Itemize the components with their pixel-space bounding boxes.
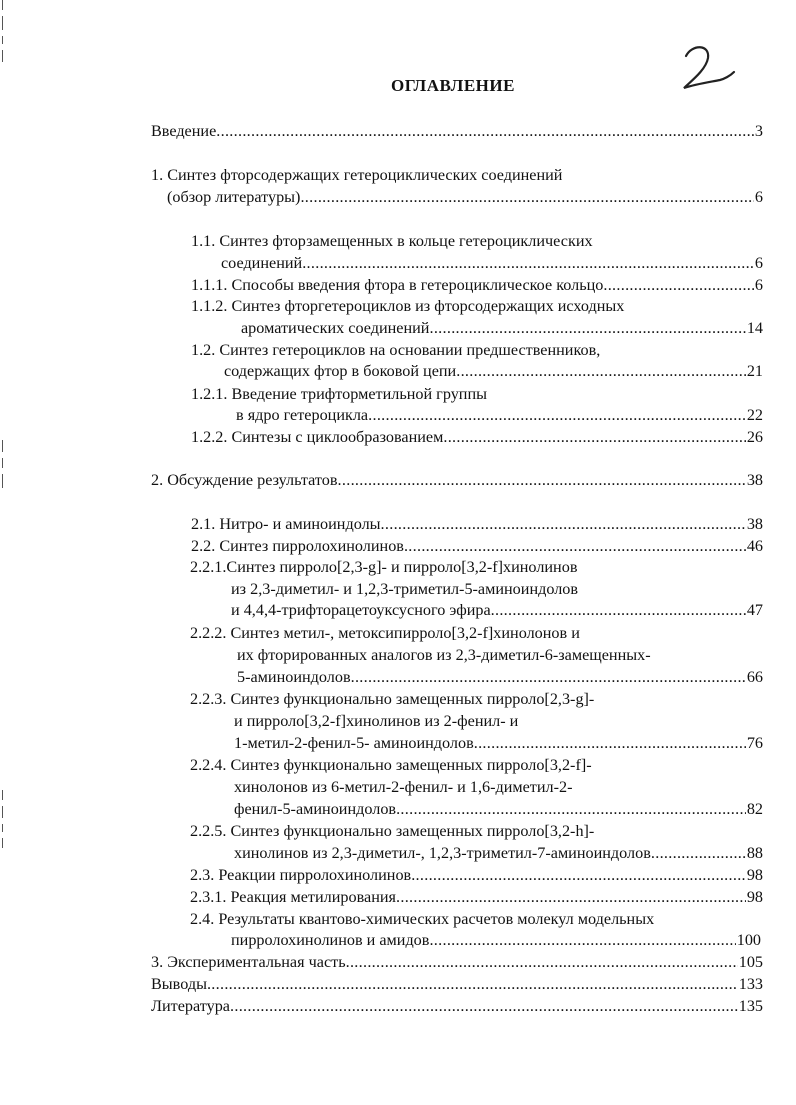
toc-entry: хинолинов из 2,3-диметил-, 1,2,3-триметил-7-аминоиндолов ..... 88 — [234, 843, 763, 863]
toc-entry: 3. Экспериментальная часть ..... 105 — [151, 952, 763, 972]
toc-entry: 2. Обсуждение результатов ..... 38 — [151, 470, 763, 490]
toc-entry: ароматических соединений ..... 14 — [241, 318, 763, 338]
toc-entry: соединений ..... 6 — [221, 253, 763, 273]
scan-edge-marks — [2, 0, 6, 68]
toc-entry: Введение ..... 3 — [151, 121, 763, 141]
toc-entry: 1.1.2. Синтез фторгетероциклов из фторсодержащих исходных — [191, 297, 625, 315]
toc-entry: 1.2.2. Синтезы с циклообразованием ..... 26 — [191, 427, 763, 447]
toc-entry: 2.2.4. Синтез функционально замещенных пирроло[3,2-f]- — [190, 756, 592, 774]
toc-entry: 2.2.5. Синтез функционально замещенных пирроло[3,2-h]- — [190, 822, 595, 840]
toc-entry: хинолонов из 6-метил-2-фенил- и 1,6-диметил-2- — [234, 778, 573, 796]
toc-entry: 5-аминоиндолов ..... 66 — [237, 667, 763, 687]
page-title: ОГЛАВЛЕНИЕ — [391, 76, 515, 95]
toc-entry: 1.2. Синтез гетероциклов на основании предшественников, — [191, 341, 601, 359]
toc-entry: 2.2.2. Синтез метил-, метоксипирроло[3,2-f]хинолонов и — [190, 624, 580, 642]
toc-entry: фенил-5-аминоиндолов ..... 82 — [234, 799, 763, 819]
toc-entry: 2.2.1.Синтез пирроло[2,3-g]- и пирроло[3,2-f]хинолинов — [190, 558, 578, 576]
toc-entry: Литература ..... 135 — [151, 996, 763, 1016]
toc-entry: 1.1. Синтез фторзамещенных в кольце гетероциклических — [191, 232, 593, 250]
toc-entry: 2.2.3. Синтез функционально замещенных пирроло[2,3-g]- — [190, 690, 595, 708]
toc-entry: 2.2. Синтез пирролохинолинов ..... 46 — [191, 536, 763, 556]
toc-entry: 1. Синтез фторсодержащих гетероциклических соединений — [151, 166, 563, 184]
toc-entry: Выводы ..... 133 — [151, 974, 763, 994]
toc-entry: и пирроло[3,2-f]хинолинов из 2-фенил- и — [234, 712, 519, 730]
toc-entry: в ядро гетероцикла ..... 22 — [236, 405, 763, 425]
toc-entry: 2.3. Реакции пирролохинолинов ..... 98 — [190, 865, 763, 885]
toc-entry: 1.2.1. Введение трифторметильной группы — [191, 385, 487, 403]
scan-edge-marks — [2, 440, 6, 494]
scan-edge-marks — [2, 790, 6, 854]
toc-entry: 1-метил-2-фенил-5- аминоиндолов ..... 76 — [234, 733, 763, 753]
toc-entry: их фторированных аналогов из 2,3-диметил-6-замещенных- — [237, 646, 651, 664]
toc-entry: из 2,3-диметил- и 1,2,3-триметил-5-аминоиндолов — [231, 580, 579, 598]
toc-entry: 2.3.1. Реакция метилирования ..... 98 — [190, 887, 763, 907]
toc-entry: 2.1. Нитро- и аминоиндолы ..... 38 — [191, 514, 763, 534]
toc-entry: (обзор литературы) ..... 6 — [167, 187, 763, 207]
toc-entry: 2.4. Результаты квантово-химических расчетов молекул модельных — [190, 910, 655, 928]
toc-entry: содержащих фтор в боковой цепи ..... 21 — [224, 361, 763, 381]
toc-entry: и 4,4,4-трифторацетоуксусного эфира ..... 47 — [231, 600, 763, 620]
toc-entry: 1.1.1. Способы введения фтора в гетероциклическое кольцо ..... 6 — [191, 275, 763, 295]
toc-entry: пирролохинолинов и амидов ..... 100 — [231, 930, 761, 950]
